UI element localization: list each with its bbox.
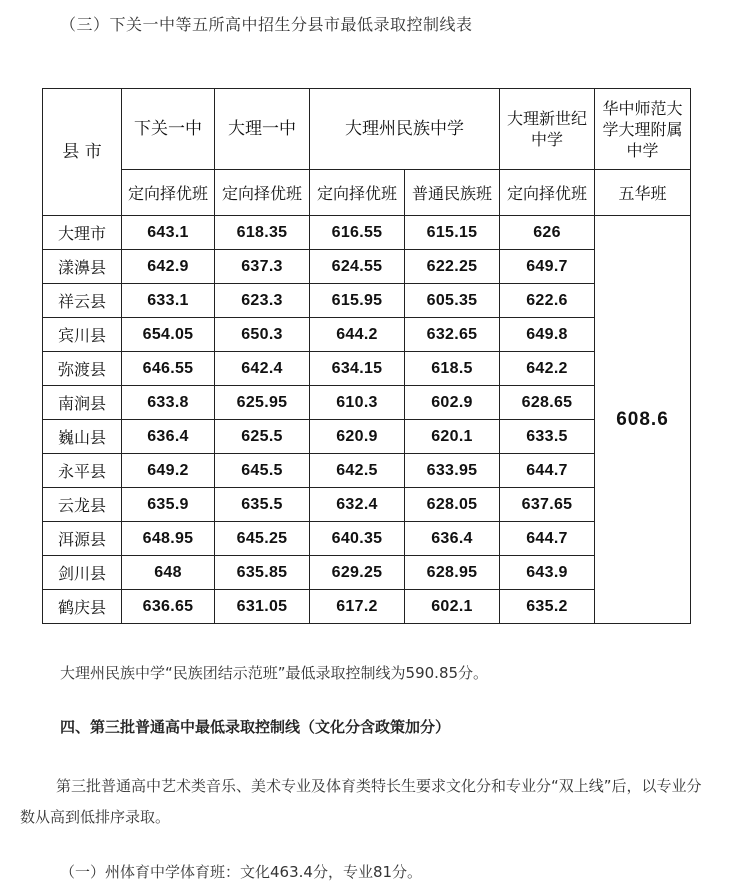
score-cell: 615.95: [310, 284, 405, 318]
county-cell: 永平县: [43, 454, 122, 488]
score-cell: 643.1: [122, 216, 215, 250]
table-row: [43, 250, 691, 284]
score-cell: 635.5: [215, 488, 310, 522]
county-cell: 漾濞县: [43, 250, 122, 284]
class-type-dali1: 定向择优班: [215, 170, 310, 216]
table-row: [43, 454, 691, 488]
wuhua-class-score: 608.6: [595, 216, 691, 624]
table-row: [43, 522, 691, 556]
county-cell: 祥云县: [43, 284, 122, 318]
score-cell: 622.25: [405, 250, 500, 284]
score-cell: 620.1: [405, 420, 500, 454]
score-cell: 616.55: [310, 216, 405, 250]
score-cell: 633.8: [122, 386, 215, 420]
score-cell: 635.2: [500, 590, 595, 624]
score-cell: 625.5: [215, 420, 310, 454]
county-cell: 南涧县: [43, 386, 122, 420]
score-cell: 636.4: [122, 420, 215, 454]
score-cell: 644.7: [500, 454, 595, 488]
class-type-minzu-ethnic: 普通民族班: [405, 170, 500, 216]
table-row: [43, 352, 691, 386]
score-cell: 625.95: [215, 386, 310, 420]
score-cell: 628.05: [405, 488, 500, 522]
section-heading-third-batch: 四、第三批普通高中最低录取控制线（文化分含政策加分）: [60, 718, 451, 736]
class-type-xiaguan: 定向择优班: [122, 170, 215, 216]
score-cell: 626: [500, 216, 595, 250]
class-type-huazhong: 五华班: [595, 170, 691, 216]
school-header-minzu: 大理州民族中学: [310, 89, 500, 170]
class-type-header-row: [43, 170, 691, 216]
table-row: [43, 556, 691, 590]
score-cell: 637.3: [215, 250, 310, 284]
county-cell: 弥渡县: [43, 352, 122, 386]
county-cell: 剑川县: [43, 556, 122, 590]
score-cell: 620.9: [310, 420, 405, 454]
school-header-xiaguan: 下关一中: [122, 89, 215, 170]
score-cell: 635.85: [215, 556, 310, 590]
score-cell: 642.9: [122, 250, 215, 284]
school-header-huazhong: 华中师范大 学大理附属 中学: [595, 89, 691, 170]
county-cell: 巍山县: [43, 420, 122, 454]
score-cell: 633.1: [122, 284, 215, 318]
score-cell: 634.15: [310, 352, 405, 386]
admission-score-table: [42, 88, 691, 624]
score-cell: 623.3: [215, 284, 310, 318]
score-cell: 645.5: [215, 454, 310, 488]
score-cell: 644.7: [500, 522, 595, 556]
score-cell: 632.65: [405, 318, 500, 352]
county-cell: 洱源县: [43, 522, 122, 556]
table-row: [43, 386, 691, 420]
score-cell: 642.5: [310, 454, 405, 488]
score-cell: 646.55: [122, 352, 215, 386]
score-cell: 633.95: [405, 454, 500, 488]
score-cell: 649.2: [122, 454, 215, 488]
score-cell: 635.9: [122, 488, 215, 522]
score-cell: 637.65: [500, 488, 595, 522]
admission-score-table-wrapper: [42, 88, 691, 624]
score-cell: 648.95: [122, 522, 215, 556]
sports-school-scores: （一）州体育中学体育班：文化463.4分，专业81分。: [60, 863, 423, 881]
table-row: [43, 420, 691, 454]
minzu-unity-class-note: 大理州民族中学“民族团结示范班”最低录取控制线为590.85分。: [60, 664, 489, 682]
score-cell: 602.9: [405, 386, 500, 420]
score-cell: 632.4: [310, 488, 405, 522]
score-cell: 633.5: [500, 420, 595, 454]
table-heading: （三）下关一中等五所高中招生分县市最低录取控制线表: [60, 15, 473, 34]
class-type-xinshiji: 定向择优班: [500, 170, 595, 216]
table-row: [43, 216, 691, 250]
school-header-row: [43, 89, 691, 170]
score-cell: 650.3: [215, 318, 310, 352]
third-batch-description: 第三批普通高中艺术类音乐、美术专业及体育类特长生要求文化分和专业分“双上线”后，以专业分数从高到低排序录取。: [20, 777, 702, 826]
score-cell: 648: [122, 556, 215, 590]
score-cell: 642.2: [500, 352, 595, 386]
score-cell: 654.05: [122, 318, 215, 352]
score-cell: 636.65: [122, 590, 215, 624]
score-cell: 645.25: [215, 522, 310, 556]
score-cell: 629.25: [310, 556, 405, 590]
score-cell: 644.2: [310, 318, 405, 352]
score-cell: 605.35: [405, 284, 500, 318]
score-cell: 617.2: [310, 590, 405, 624]
score-cell: 602.1: [405, 590, 500, 624]
score-cell: 610.3: [310, 386, 405, 420]
score-cell: 649.7: [500, 250, 595, 284]
score-cell: 631.05: [215, 590, 310, 624]
score-cell: 622.6: [500, 284, 595, 318]
school-header-xinshiji: 大理新世纪 中学: [500, 89, 595, 170]
score-cell: 636.4: [405, 522, 500, 556]
score-cell: 618.5: [405, 352, 500, 386]
county-cell: 云龙县: [43, 488, 122, 522]
score-cell: 642.4: [215, 352, 310, 386]
school-header-dali1: 大理一中: [215, 89, 310, 170]
table-row: [43, 488, 691, 522]
score-cell: 640.35: [310, 522, 405, 556]
class-type-minzu-directed: 定向择优班: [310, 170, 405, 216]
county-cell: 鹤庆县: [43, 590, 122, 624]
score-cell: 643.9: [500, 556, 595, 590]
county-header: 县 市: [43, 89, 122, 216]
county-cell: 大理市: [43, 216, 122, 250]
table-row: [43, 318, 691, 352]
table-row: [43, 590, 691, 624]
score-cell: 649.8: [500, 318, 595, 352]
score-cell: 628.65: [500, 386, 595, 420]
score-cell: 618.35: [215, 216, 310, 250]
score-cell: 628.95: [405, 556, 500, 590]
score-cell: 624.55: [310, 250, 405, 284]
table-row: [43, 284, 691, 318]
score-cell: 615.15: [405, 216, 500, 250]
county-cell: 宾川县: [43, 318, 122, 352]
